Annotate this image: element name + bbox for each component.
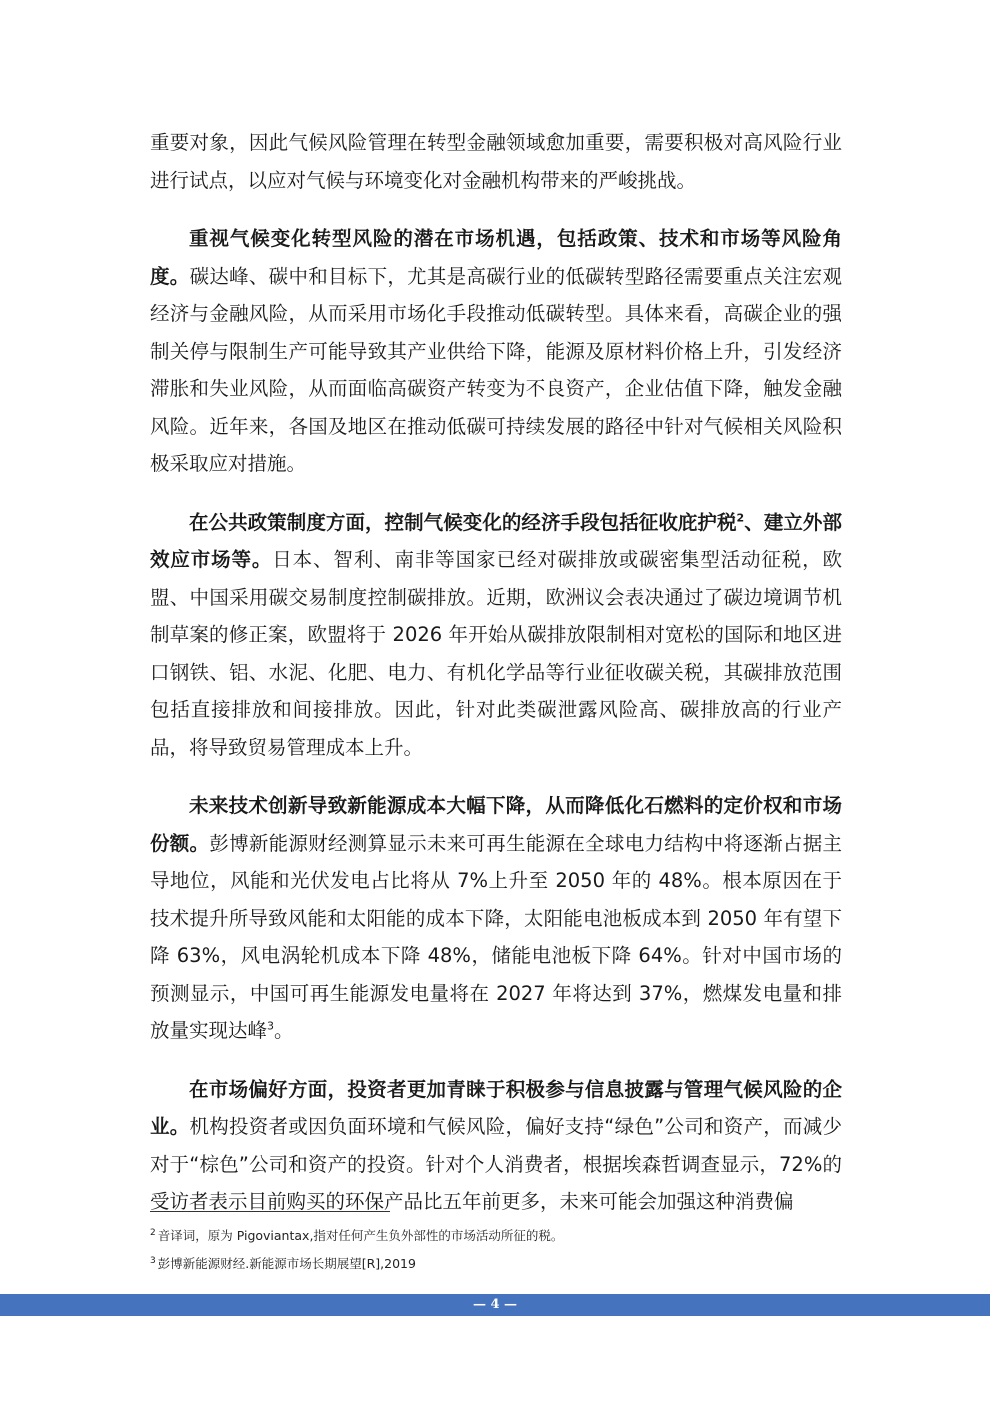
paragraph-body: 重要对象，因此气候风险管理在转型金融领域愈加重要，需要积极对高风险行业进行试点，以应对气候与环境变化对金融机构带来的严峻挑战。	[150, 131, 842, 192]
footnote-mark: 3	[150, 1255, 156, 1266]
footnote-text: 音译词，原为 Pigoviantax,指对任何产生负外部性的市场活动所征的税。	[157, 1228, 564, 1243]
paragraph-transition-risk	[150, 220, 842, 483]
paragraph-body-end: 。	[274, 1019, 294, 1042]
paragraph-lead: 在市场偏好方面，投资者更加青睐于积极参与信息披露与管理气候风险的企业。	[150, 1077, 842, 1138]
footnote-ref: 3	[267, 1019, 275, 1033]
paragraph-lead-part1: 在公共政策制度方面，控制气候变化的经济手段包括征收庇护税	[189, 510, 737, 534]
paragraph-body: 彭博新能源财经测算显示未来可再生能源在全球电力结构中将逐渐占据主导地位，风能和光伏发电占比将从 7%上升至 2050 年的 48%。根本原因在于技术提升所导致风能和太阳能的成本下降，太阳能电池板成本到 2050 年有望下降 63%，风电涡轮机成本下降 48%，储能电池板下降 64%。针对中国市场的预测显示，中国可再生能源发电量将在 2027 年将达到 37%，燃煤发电量和排放量实现达峰	[150, 831, 842, 1042]
footnote-text: 彭博新能源财经.新能源市场长期展望[R],2019	[157, 1256, 416, 1271]
paragraph-technology	[150, 787, 842, 1050]
paragraph-body: 机构投资者或因负面环境和气候风险，偏好支持“绿色”公司和资产，而减少对于“棕色”公司和资产的投资。针对个人消费者，根据埃森哲调查显示，72%的受访者表示目前购买的环保产品比五年前更多，未来可能会加强这种消费偏	[150, 1115, 842, 1213]
footnotes	[150, 1222, 842, 1278]
page-footer-bar	[0, 1294, 990, 1316]
paragraph-continuation	[150, 124, 842, 199]
paragraph-lead: 重视气候变化转型风险的潜在市场机遇，包括政策、技术和市场等风险角度。	[150, 227, 842, 288]
document-body	[150, 124, 842, 1242]
footnote-mark: 2	[150, 1227, 156, 1238]
footnote-ref: 2	[736, 511, 745, 524]
paragraph-body: 日本、智利、南非等国家已经对碳排放或碳密集型活动征税，欧盟、中国采用碳交易制度控制碳排放。近期，欧洲议会表决通过了碳边境调节机制草案的修正案，欧盟将于 2026 年开始从碳排放限制相对宽松的国际和地区进口钢铁、铝、水泥、化肥、电力、有机化学品等行业征收碳关税，其碳排放范围包括直接排放和间接排放。因此，针对此类碳泄露风险高、碳排放高的行业产品，将导致贸易管理成本上升。	[150, 548, 842, 759]
page-number: — 4 —	[472, 1297, 518, 1312]
paragraph-public-policy	[150, 504, 842, 767]
paragraph-market-preference	[150, 1071, 842, 1221]
footnote-divider	[150, 1211, 390, 1212]
footnote-item	[150, 1250, 842, 1278]
paragraph-body: 碳达峰、碳中和目标下，尤其是高碳行业的低碳转型路径需要重点关注宏观经济与金融风险，从而采用市场化手段推动低碳转型。具体来看，高碳企业的强制关停与限制生产可能导致其产业供给下降，能源及原材料价格上升，引发经济滞胀和失业风险，从而面临高碳资产转变为不良资产，企业估值下降，触发金融风险。近年来，各国及地区在推动低碳可持续发展的路径中针对气候相关风险积极采取应对措施。	[150, 264, 842, 475]
paragraph-lead: 未来技术创新导致新能源成本大幅下降，从而降低化石燃料的定价权和市场份额。	[150, 794, 842, 855]
footnote-item	[150, 1222, 842, 1250]
paragraph-lead-part2: 、建立外部效应市场等。	[150, 510, 842, 571]
